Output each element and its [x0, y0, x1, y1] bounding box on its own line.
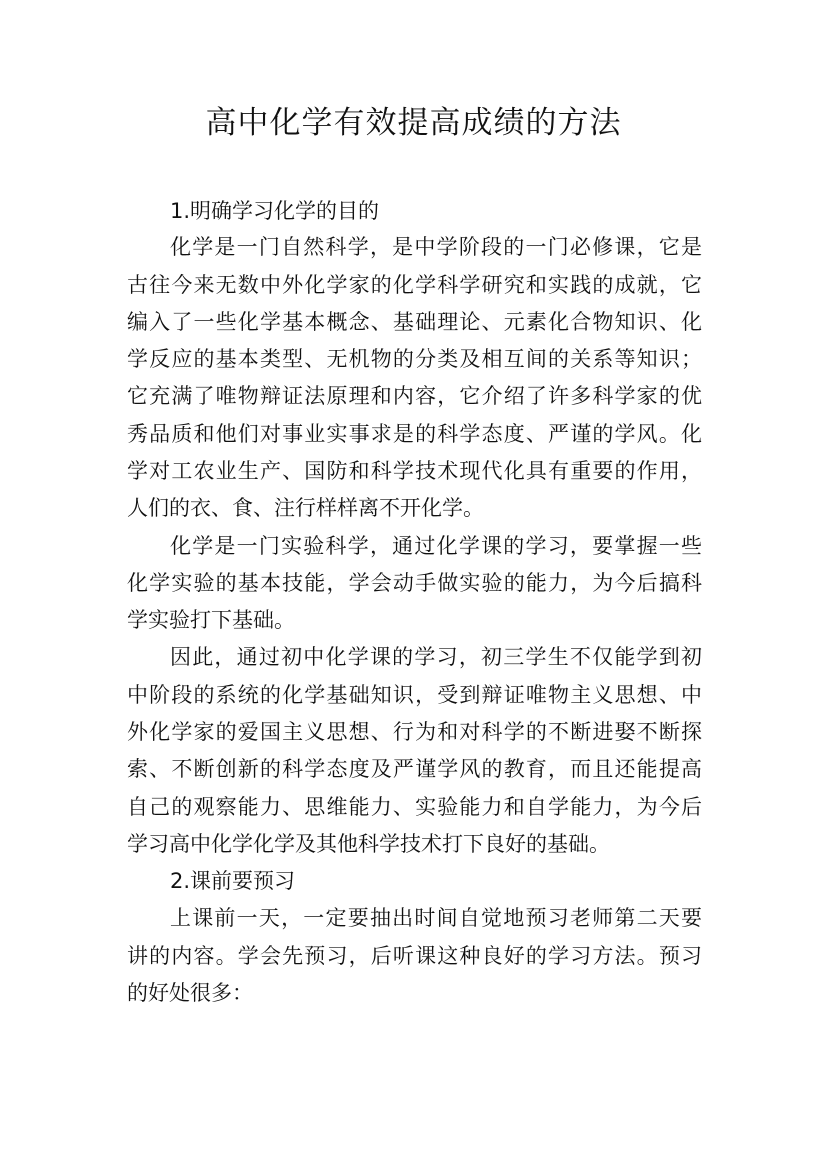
paragraph-line: 人们的衣、食、注行样样离不开化学。 — [127, 496, 484, 520]
paragraph-line: 上课前一天，一定要抽出时间自觉地预习老师第二天要 — [170, 906, 702, 930]
paragraph-line: 化学实验的基本技能，学会动手做实验的能力，为今后搞科 — [127, 571, 702, 595]
paragraph-line: 学习高中化学化学及其他科学技术打下良好的基础。 — [127, 832, 610, 856]
paragraph-line: 学实验打下基础。 — [127, 608, 295, 632]
paragraph-line: 化学是一门自然科学，是中学阶段的一门必修课，它是 — [170, 235, 702, 259]
section-heading-1: 1.明确学习化学的目的 — [170, 199, 380, 223]
paragraph-line: 古往今来无数中外化学家的化学科学研究和实践的成就，它 — [127, 273, 702, 297]
paragraph-line: 的好处很多： — [127, 981, 253, 1005]
paragraph-line: 它充满了唯物辩证法原理和内容，它介绍了许多科学家的优 — [127, 384, 702, 408]
paragraph-line: 化学是一门实验科学，通过化学课的学习，要掌握一些 — [170, 534, 702, 558]
section-heading-2: 2.课前要预习 — [170, 869, 296, 893]
paragraph-line: 外化学家的爱国主义思想、行为和对科学的不断进娶不断探 — [127, 720, 702, 744]
document-title: 高中化学有效提高成绩的方法 — [205, 105, 622, 141]
paragraph-line: 编入了一些化学基本概念、基础理论、元素化合物知识、化 — [127, 310, 702, 334]
paragraph-line: 学对工农业生产、国防和科学技术现代化具有重要的作用， — [127, 459, 702, 483]
paragraph-line: 索、不断创新的科学态度及严谨学风的教育，而且还能提高 — [127, 757, 702, 781]
paragraph-line: 秀品质和他们对事业实事求是的科学态度、严谨的学风。化 — [127, 422, 702, 446]
paragraph-line: 中阶段的系统的化学基础知识，受到辩证唯物主义思想、中 — [127, 683, 702, 707]
paragraph-line: 自己的观察能力、思维能力、实验能力和自学能力，为今后 — [127, 795, 702, 819]
paragraph-line: 因此，通过初中化学课的学习，初三学生不仅能学到初 — [170, 645, 702, 669]
paragraph-line: 讲的内容。学会先预习，后听课这种良好的学习方法。预习 — [127, 944, 702, 968]
paragraph-line: 学反应的基本类型、无机物的分类及相互间的关系等知识； — [127, 347, 702, 371]
